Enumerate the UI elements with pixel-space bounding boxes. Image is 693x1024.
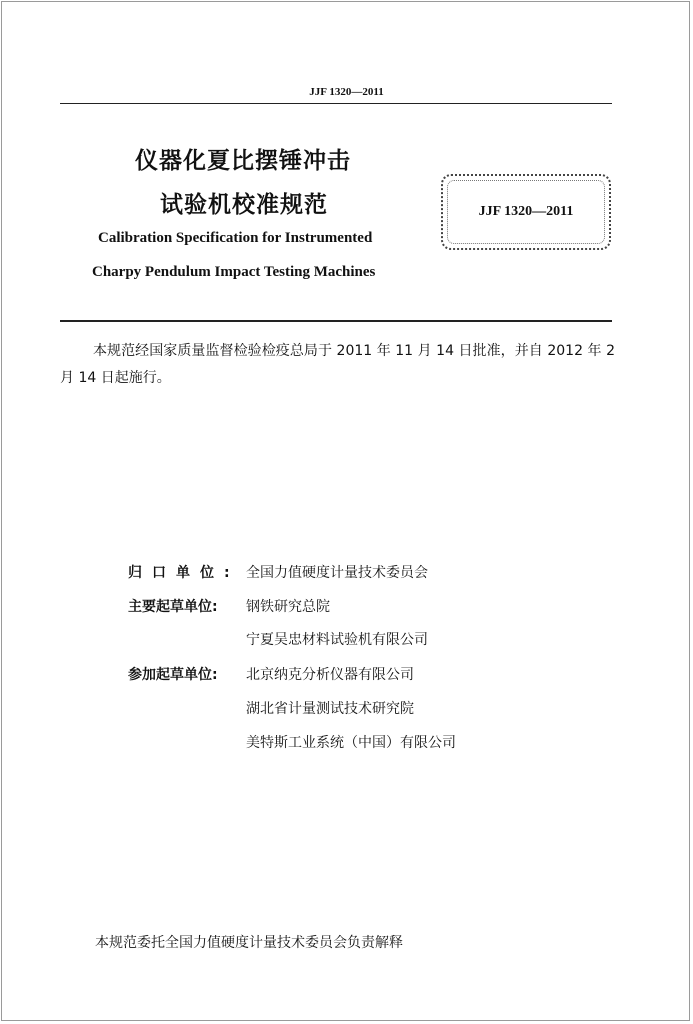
- approval-statement: 本规范经国家质量监督检验检疫总局于 2011 年 11 月 14 日批准，并自 2012 年 2 月 14 日起施行。: [60, 343, 615, 386]
- participating-unit-value-2: 湖北省计量测试技术研究院: [246, 701, 414, 717]
- main-drafting-unit-value-1: 钢铁研究总院: [246, 599, 330, 615]
- participating-unit-value-1: 北京纳克分析仪器有限公司: [246, 667, 414, 683]
- participating-unit-label: 参加起草单位:: [128, 667, 218, 683]
- responsible-unit-value: 全国力值硬度计量技术委员会: [246, 565, 428, 581]
- specification-code: JJF 1320—2011: [478, 204, 574, 219]
- responsible-unit-label: 归口单位:: [128, 565, 240, 581]
- interpretation-note: 本规范委托全国力值硬度计量技术委员会负责解释: [95, 935, 403, 951]
- main-drafting-unit-value-2: 宁夏吴忠材料试验机有限公司: [246, 632, 428, 648]
- title-english-line-2: Charpy Pendulum Impact Testing Machines: [92, 264, 376, 280]
- title-chinese-line-1: 仪器化夏比摆锤冲击: [135, 148, 351, 174]
- title-chinese-line-2: 试验机校准规范: [160, 192, 328, 218]
- participating-unit-value-3: 美特斯工业系统（中国）有限公司: [246, 735, 456, 751]
- title-english-line-1: Calibration Specification for Instrumented: [98, 230, 373, 246]
- section-rule: [60, 320, 612, 322]
- header-rule: [60, 103, 612, 104]
- running-header-code: JJF 1320—2011: [309, 86, 384, 98]
- specification-code-box: [441, 174, 611, 250]
- main-drafting-unit-label: 主要起草单位:: [128, 599, 218, 615]
